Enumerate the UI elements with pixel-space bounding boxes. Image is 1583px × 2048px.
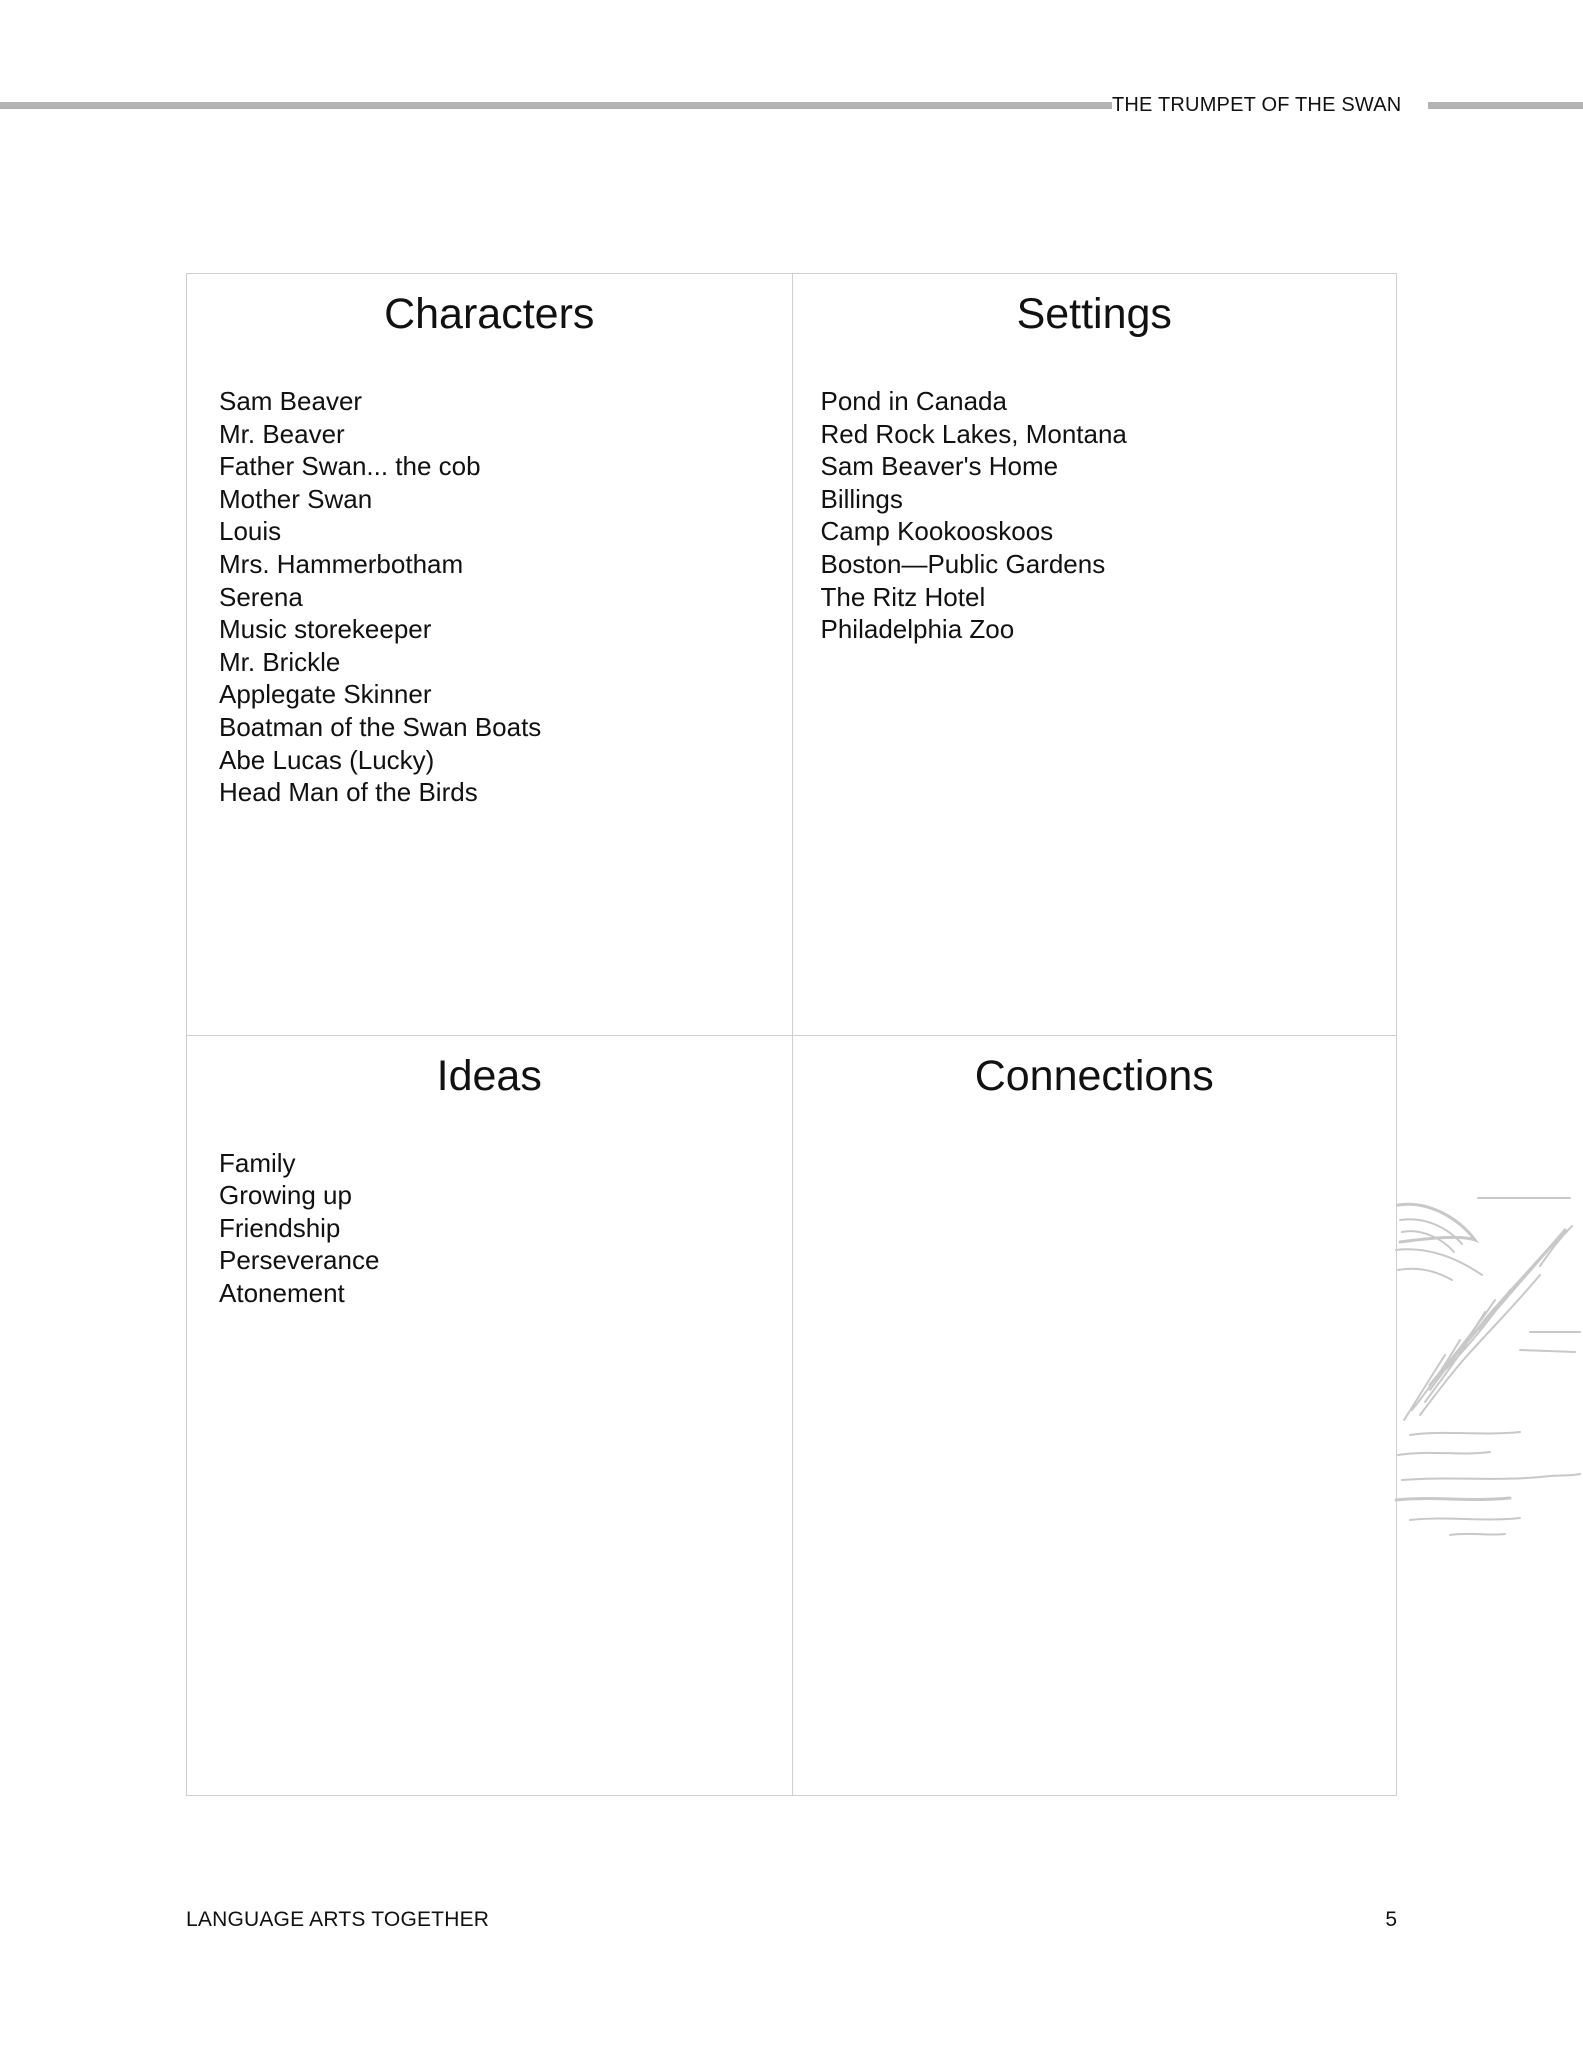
- running-title: THE TRUMPET OF THE SWAN: [1112, 94, 1402, 116]
- character-item: Sam Beaver: [219, 386, 363, 416]
- setting-item: Red Rock Lakes, Montana: [820, 418, 1127, 449]
- settings-heading: Settings: [1016, 290, 1172, 338]
- setting-item: The Ritz Hotel: [820, 581, 986, 612]
- character-item: Applegate Skinner: [219, 679, 432, 710]
- character-item: Boatman of the Swan Boats: [219, 711, 542, 742]
- character-item: Mrs. Hammerbotham: [219, 548, 464, 579]
- settings-cell: [792, 274, 1397, 1035]
- idea-item: Atonement: [219, 1277, 345, 1308]
- character-item: Serena: [219, 581, 303, 612]
- footer-book-title: LANGUAGE ARTS TOGETHER: [186, 1908, 490, 1931]
- header-rule-right: [1428, 102, 1583, 109]
- characters-heading: Characters: [384, 290, 595, 338]
- setting-item: Camp Kookooskoos: [820, 516, 1054, 547]
- characters-list: [219, 385, 541, 809]
- character-item: Abe Lucas (Lucky): [219, 744, 435, 775]
- story-organizer-grid: [186, 273, 1397, 1796]
- settings-list: [821, 385, 1127, 646]
- setting-item: Billings: [820, 483, 903, 514]
- ideas-cell: [187, 1035, 792, 1796]
- character-item: Music storekeeper: [219, 614, 432, 645]
- setting-item: Pond in Canada: [820, 386, 1007, 416]
- characters-cell: [187, 274, 792, 1035]
- idea-item: Family: [219, 1147, 296, 1178]
- character-item: Mother Swan: [219, 483, 373, 514]
- character-item: Head Man of the Birds: [219, 777, 478, 808]
- ideas-heading: Ideas: [436, 1051, 542, 1100]
- swan-sketch-illustration: [1390, 1180, 1583, 1550]
- setting-item: Boston—Public Gardens: [820, 548, 1106, 579]
- idea-item: Growing up: [219, 1180, 352, 1211]
- character-item: Louis: [219, 516, 282, 547]
- idea-item: Friendship: [219, 1212, 341, 1243]
- character-item: Mr. Brickle: [219, 646, 341, 677]
- character-item: Mr. Beaver: [219, 418, 345, 449]
- header-rule-left: [0, 102, 1112, 109]
- setting-item: Philadelphia Zoo: [820, 614, 1015, 645]
- page-number: 5: [1385, 1908, 1397, 1931]
- connections-heading: Connections: [974, 1051, 1214, 1100]
- ideas-list: [219, 1147, 379, 1310]
- idea-item: Perseverance: [219, 1245, 380, 1276]
- connections-cell: [792, 1035, 1397, 1796]
- setting-item: Sam Beaver's Home: [820, 451, 1059, 482]
- character-item: Father Swan... the cob: [219, 451, 481, 482]
